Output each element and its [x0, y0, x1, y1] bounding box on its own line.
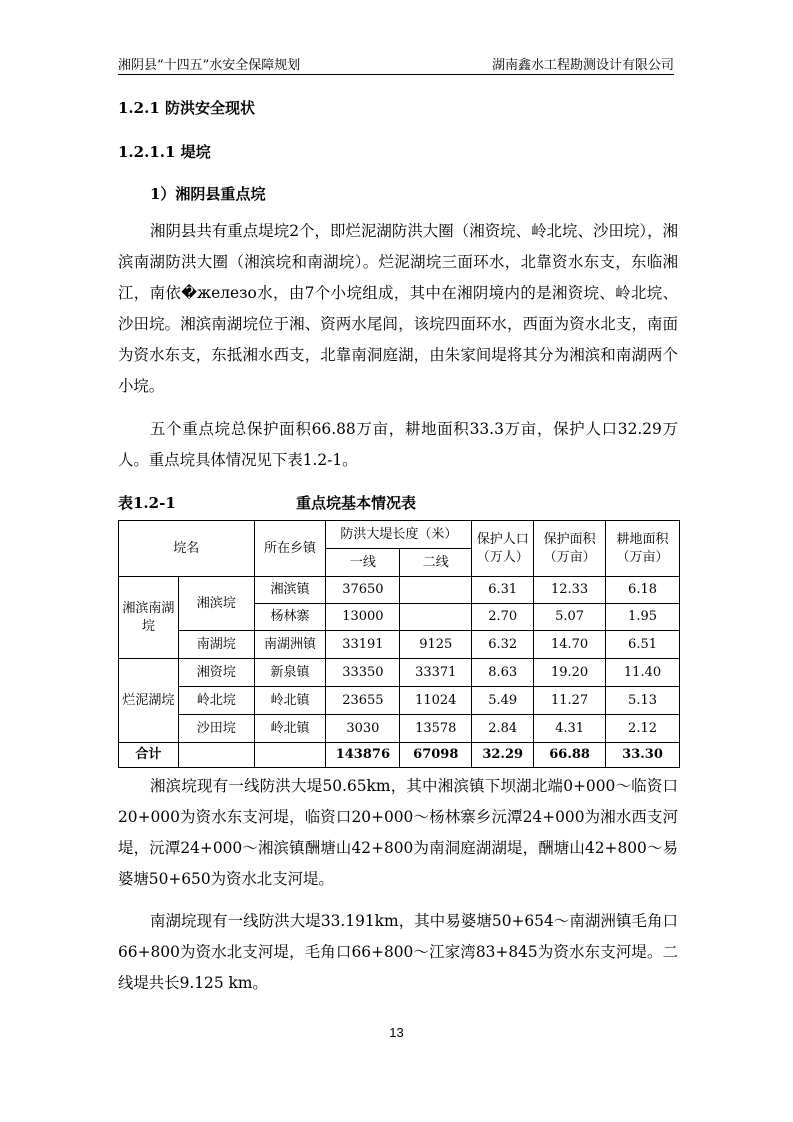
area-cell: 14.70	[534, 631, 606, 659]
table-caption-title: 重点垸基本情况表	[296, 494, 417, 512]
line1-cell: 23655	[326, 687, 400, 715]
total-farmland-cell: 33.30	[606, 743, 680, 768]
sub-levee-cell: 南湖垸	[178, 631, 254, 659]
farmland-cell: 1.95	[606, 604, 680, 631]
farmland-cell: 11.40	[606, 659, 680, 687]
sub-levee-cell: 岭北垸	[178, 687, 254, 715]
total-line1-cell: 143876	[326, 743, 400, 768]
farmland-cell: 6.18	[606, 577, 680, 604]
farmland-cell: 6.51	[606, 631, 680, 659]
line2-cell: 33371	[400, 659, 472, 687]
empty-cell	[254, 743, 326, 768]
area-cell: 4.31	[534, 715, 606, 743]
population-cell: 5.49	[472, 687, 534, 715]
population-cell: 2.70	[472, 604, 534, 631]
town-cell: 新泉镇	[254, 659, 326, 687]
paragraph-overview: 湘阴县共有重点堤垸2个，即烂泥湖防洪大圈（湘资垸、岭北垸、沙田垸），湘滨南湖防洪大圈（湘滨垸和南湖垸）。烂泥湖垸三面环水，北靠资水东支，东临湘江，南依�железо水，由7个小垸组成，其中在湘阴境内的是湘资垸、岭北垸、沙田垸。湘滨南湖垸位于湘、资两水尾闾，该垸四面环水，西面为资水北支，南面为资水东支，东抵湘水西支，北靠南洞庭湖，由朱家间堤将其分为湘滨和南湖两个小垸。	[118, 222, 678, 395]
town-cell: 杨林寨	[254, 604, 326, 631]
empty-cell	[178, 743, 254, 768]
table-row	[119, 659, 680, 687]
header-cell-line2: 二线	[400, 549, 472, 577]
line2-cell	[400, 604, 472, 631]
sub-levee-cell: 湘滨垸	[178, 577, 254, 631]
header-cell-population: 保护人口（万人）	[472, 521, 534, 577]
line1-cell: 37650	[326, 577, 400, 604]
page-number: 13	[389, 1025, 404, 1040]
table-row	[119, 715, 680, 743]
town-cell: 岭北镇	[254, 715, 326, 743]
area-cell: 5.07	[534, 604, 606, 631]
levee-table	[118, 520, 680, 768]
line2-cell: 13578	[400, 715, 472, 743]
header-cell-town: 所在乡镇	[254, 521, 326, 577]
header-cell-name: 垸名	[119, 521, 255, 577]
line2-cell: 9125	[400, 631, 472, 659]
line1-cell: 33350	[326, 659, 400, 687]
population-cell: 8.63	[472, 659, 534, 687]
town-cell: 湘滨镇	[254, 577, 326, 604]
population-cell: 6.32	[472, 631, 534, 659]
header-company: 湖南鑫水工程勘测设计有限公司	[491, 58, 674, 73]
heading-subsection: 1）湘阴县重点垸	[150, 185, 266, 203]
sub-levee-cell: 湘资垸	[178, 659, 254, 687]
farmland-cell: 2.12	[606, 715, 680, 743]
running-header	[118, 50, 674, 75]
heading-1-2-1: 1.2.1 防洪安全现状	[118, 99, 255, 117]
table-row	[119, 577, 680, 604]
heading-1-2-1-1: 1.2.1.1 堤垸	[118, 143, 211, 161]
line1-cell: 13000	[326, 604, 400, 631]
population-cell: 6.31	[472, 577, 534, 604]
header-cell-protected-area: 保护面积（万亩）	[534, 521, 606, 577]
total-population-cell: 32.29	[472, 743, 534, 768]
total-label-cell: 合计	[119, 743, 179, 768]
paragraph-nanhu-levee: 南湖垸现有一线防洪大堤33.191km，其中易婆塘50+654～南湖洲镇毛角口66+800为资水北支河堤，毛角口66+800～江家湾83+845为资水东支河堤。二线堤共长9.125 km。	[118, 912, 678, 992]
total-area-cell: 66.88	[534, 743, 606, 768]
table-caption-number: 表1.2-1	[118, 494, 176, 512]
table-total-row	[119, 743, 680, 768]
town-cell: 岭北镇	[254, 687, 326, 715]
table-header-row	[119, 521, 680, 549]
header-cell-farmland: 耕地面积（万亩）	[606, 521, 680, 577]
header-doc-title: 湘阴县“十四五”水安全保障规划	[118, 58, 301, 73]
farmland-cell: 5.13	[606, 687, 680, 715]
population-cell: 2.84	[472, 715, 534, 743]
line2-cell: 11024	[400, 687, 472, 715]
paragraph-xiangbin-levee: 湘滨垸现有一线防洪大堤50.65km，其中湘滨镇下坝湖北端0+000～临资口20+000为资水东支河堤，临资口20+000～杨林寨乡沅潭24+000为湘水西支河堤，沅潭24+000～湘滨镇酬塘山42+800为南洞庭湖湖堤，酬塘山42+800～易婆塘50+650为资水北支河堤。	[118, 777, 678, 888]
table-row	[119, 687, 680, 715]
table-row	[119, 631, 680, 659]
header-cell-dike-length: 防洪大堤长度（米）	[326, 521, 472, 549]
town-cell: 南湖洲镇	[254, 631, 326, 659]
area-cell: 19.20	[534, 659, 606, 687]
paragraph-summary: 五个重点垸总保护面积66.88万亩，耕地面积33.3万亩，保护人口32.29万人。重点垸具体情况见下表1.2-1。	[118, 420, 678, 469]
sub-levee-cell: 沙田垸	[178, 715, 254, 743]
area-cell: 11.27	[534, 687, 606, 715]
group-cell: 湘滨南湖垸	[119, 577, 179, 659]
header-cell-line1: 一线	[326, 549, 400, 577]
area-cell: 12.33	[534, 577, 606, 604]
line1-cell: 33191	[326, 631, 400, 659]
group-cell: 烂泥湖垸	[119, 659, 179, 743]
line1-cell: 3030	[326, 715, 400, 743]
line2-cell	[400, 577, 472, 604]
total-line2-cell: 67098	[400, 743, 472, 768]
